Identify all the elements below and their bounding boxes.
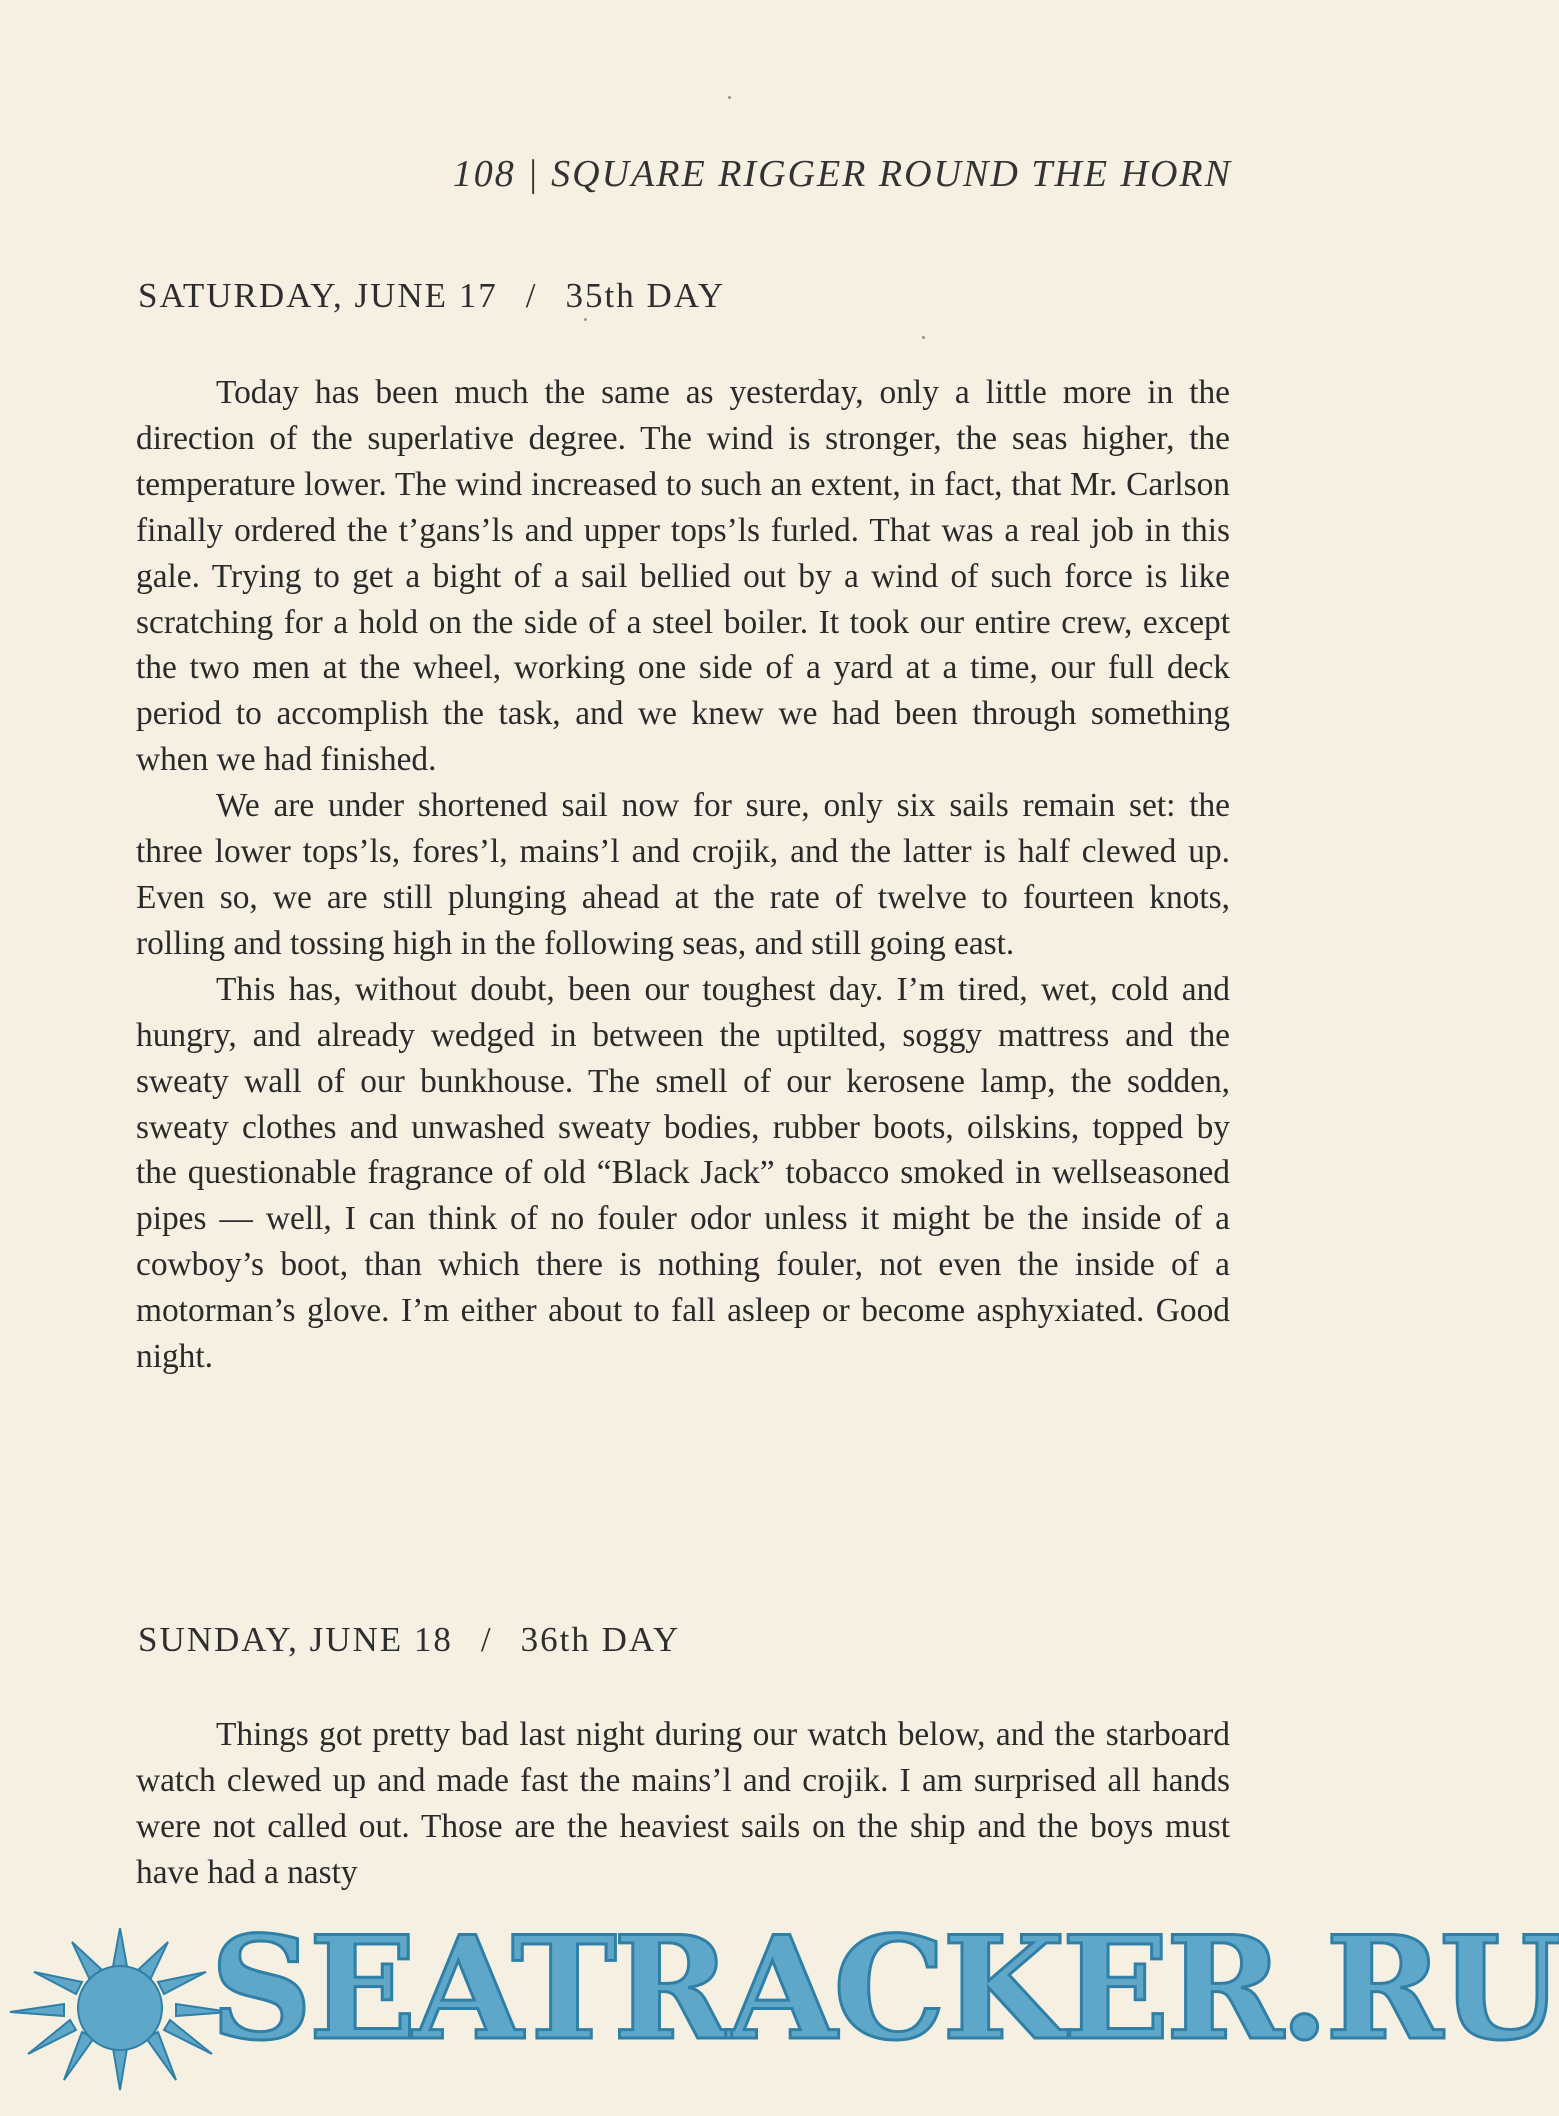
paper-speck <box>728 96 731 99</box>
entry-date: SATURDAY, JUNE 17 <box>138 276 498 315</box>
paper-speck <box>922 336 925 339</box>
entry-separator: / <box>525 276 538 315</box>
entry-heading <box>138 1620 680 1660</box>
entry-heading <box>138 276 725 316</box>
running-head: 108 | SQUARE RIGGER ROUND THE HORN <box>452 153 1232 195</box>
entry-separator: / <box>480 1620 493 1659</box>
entry-body <box>136 370 1230 1380</box>
watermark <box>0 1906 1559 2100</box>
paragraph: We are under shortened sail now for sure, only six sails remain set: the three lower tops’ls, fores’l, mains’l and crojik, and the latter is half clewed up. Even so, we are still plunging ahead at the rate of twelve to fourteen knots, rolling and tossing high in the following seas, and still going east. <box>136 787 1230 962</box>
entry-date: SUNDAY, JUNE 18 <box>138 1620 453 1659</box>
entry-day: 35th DAY <box>565 276 726 315</box>
watermark-text: SEATRACKER.RU <box>210 1906 1559 2072</box>
paragraph: This has, without doubt, been our toughest day. I’m tired, wet, cold and hungry, and already wedged in between the uptilted, soggy mattress and the sweaty wall of our bunkhouse. The smell of our kerosene lamp, the sodden, sweaty clothes and unwashed sweaty bodies, rubber boots, oilskins, topped by the questionable fragrance of old “Black Jack” tobacco smoked in wellseasoned pipes — well, I can think of no fouler odor unless it might be the inside of a cowboy’s boot, than which there is nothing fouler, not even the inside of a motorman’s glove. I’m either about to fall asleep or become asphyxiated. Good night. <box>136 970 1230 1376</box>
entry-day: 36th DAY <box>520 1620 681 1659</box>
sun-icon <box>0 1920 240 2090</box>
paragraph: Today has been much the same as yesterday, only a little more in the direction of the superlative degree. The wind is stronger, the seas higher, the temperature lower. The wind increased to such an extent, in fact, that Mr. Carlson finally ordered the t’gans’ls and upper tops’ls furled. That was a real job in this gale. Trying to get a bight of a sail bellied out by a wind of such force is like scratching for a hold on the side of a steel boiler. It took our entire crew, except the two men at the wheel, working one side of a yard at a time, our full deck period to accomplish the task, and we knew we had been through something when we had finished. <box>136 374 1230 779</box>
paragraph: Things got pretty bad last night during our watch below, and the starboard watch clewed up and made fast the mains’l and crojik. I am surprised all hands were not called out. Those are the heaviest sails on the ship and the boys must have had a nasty <box>136 1716 1230 1891</box>
paper-speck <box>584 318 587 321</box>
entry-body <box>136 1712 1230 1896</box>
